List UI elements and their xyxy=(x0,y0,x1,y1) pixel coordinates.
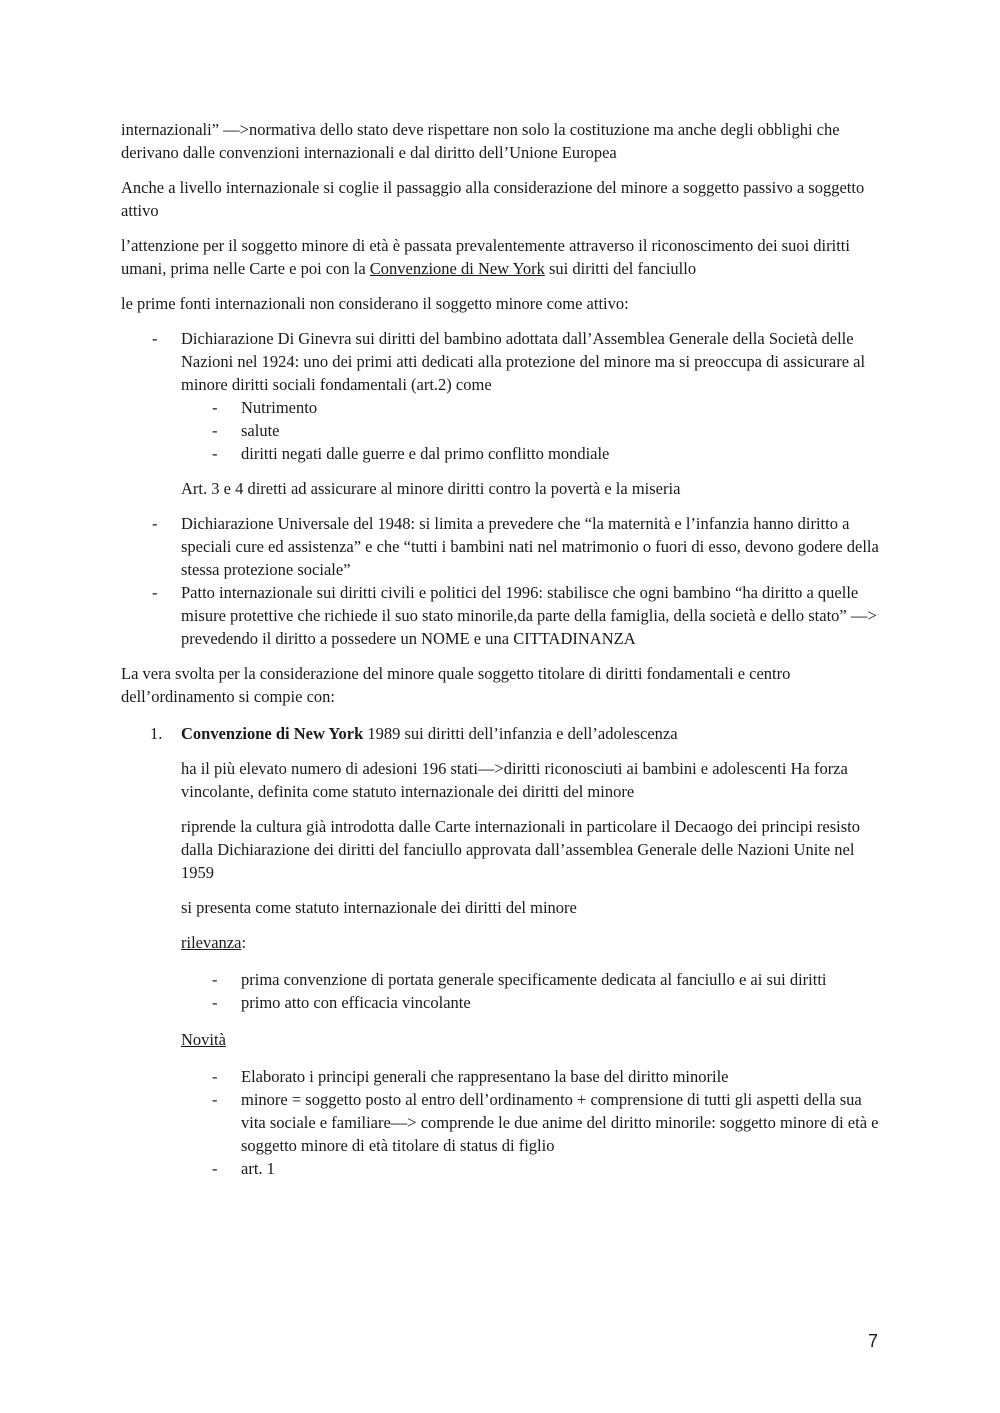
page-content xyxy=(121,118,881,1180)
convention-desc-1: ha il più elevato numero di adesioni 196 stati—>diritti riconosciuti ai bambini e adolescenti Ha forza vincolante, definita come statuto internazionale dei diritti del minore xyxy=(181,759,848,801)
item-text: Nutrimento xyxy=(241,398,318,417)
bullet-dash: - xyxy=(212,444,218,463)
rilevanza-label: rilevanza xyxy=(181,933,242,952)
list-number: 1. xyxy=(150,724,163,743)
paragraph-intro: internazionali” —>normativa dello stato deve rispettare non solo la costituzione ma anche degli obblighi che derivano dalle convenzioni internazionali e dal diritto dell’Unione Europea xyxy=(121,120,840,162)
convention-desc-2: riprende la cultura già introdotta dalle Carte internazionali in particolare il Decaogo dei principi resisto dalla Dichiarazione dei diritti del fanciullo approvata dall’assemblea Generale delle Nazioni Unite nel 1959 xyxy=(181,817,860,882)
list-item xyxy=(181,396,881,419)
convention-desc-3: si presenta come statuto internazionale dei diritti del minore xyxy=(181,898,577,917)
item-text: Elaborato i principi generali che rappresentano la base del diritto minorile xyxy=(241,1067,729,1086)
bullet-dash: - xyxy=(212,1090,218,1109)
paragraph-attenzione xyxy=(121,234,881,280)
item-text: diritti negati dalle guerre e dal primo conflitto mondiale xyxy=(241,444,610,463)
novita-list xyxy=(181,1065,881,1180)
list-item-universale xyxy=(121,512,881,581)
bullet-dash: - xyxy=(212,970,218,989)
new-york-link[interactable]: Convenzione di New York xyxy=(369,259,545,278)
item-text: salute xyxy=(241,421,280,440)
convention-title-rest: 1989 sui diritti dell’infanzia e dell’adolescenza xyxy=(363,724,678,743)
item-text: minore = soggetto posto al entro dell’ordinamento + comprensione di tutti gli aspetti della sua vita sociale e familiare—> comprende le due anime del diritto minorile: soggetto minore di età e soggetto minore di età titolare di status di figlio xyxy=(241,1090,879,1155)
rilevanza-heading xyxy=(181,931,881,954)
list-item xyxy=(181,968,881,991)
list-item xyxy=(181,1065,881,1088)
bullet-dash: - xyxy=(212,421,218,440)
bullet-dash: - xyxy=(212,398,218,417)
sources-list xyxy=(121,327,881,396)
item-text: primo atto con efficacia vincolante xyxy=(241,993,471,1012)
rilevanza-colon: : xyxy=(241,933,247,952)
ginevra-text: Dichiarazione Di Ginevra sui diritti del bambino adottata dall’Assemblea Generale della Società delle Nazioni nel 1924: uno dei primi atti dedicati alla protezione del minore ma si preoccupa di assicurare al minore diritti sociali fondamentali (art.2) come xyxy=(181,329,866,394)
novita-label: Novità xyxy=(181,1030,226,1049)
patto-text: Patto internazionale sui diritti civili e politici del 1996: stabilisce che ogni bambino “ha diritto a quelle misure protettive che richiede il suo stato minorile,da parte della famiglia, della società e dello stato” —> prevedendo il diritto a possedere un NOME e una CITTADINANZA xyxy=(181,583,877,648)
list-item xyxy=(181,442,881,465)
page-number: 7 xyxy=(867,1331,878,1351)
bullet-dash: - xyxy=(212,993,218,1012)
universale-text: Dichiarazione Universale del 1948: si limita a prevedere che “la maternità e l’infanzia hanno diritto a speciali cure ed assistenza” e che “tutti i bambini nati nel matrimonio o fuori di esso, devono godere della stessa protezione sociale” xyxy=(181,514,879,579)
paragraph-prime-fonti: le prime fonti internazionali non considerano il soggetto minore come attivo: xyxy=(121,294,629,313)
novita-heading xyxy=(181,1028,881,1051)
convention-title: Convenzione di New York xyxy=(181,724,364,743)
paragraph-svolta: La vera svolta per la considerazione del minore quale soggetto titolare di diritti fondamentali e centro dell’ordinamento si compie con: xyxy=(121,664,791,706)
bullet-dash: - xyxy=(152,514,158,533)
bullet-dash: - xyxy=(212,1159,218,1178)
text: sui diritti del fanciullo xyxy=(544,259,697,278)
list-item-convenzione xyxy=(121,722,881,745)
ginevra-sublist xyxy=(181,396,881,465)
sources-list-2 xyxy=(121,512,881,650)
list-item xyxy=(181,1088,881,1157)
item-text: prima convenzione di portata generale specificamente dedicata al fanciullo e ai sui diritti xyxy=(241,970,827,989)
ginevra-note: Art. 3 e 4 diretti ad assicurare al minore diritti contro la povertà e la miseria xyxy=(181,479,681,498)
list-item xyxy=(181,1157,881,1180)
item-text: art. 1 xyxy=(241,1159,275,1178)
list-item-patto xyxy=(121,581,881,650)
list-item xyxy=(181,419,881,442)
list-item xyxy=(181,991,881,1014)
bullet-dash: - xyxy=(152,583,158,602)
bullet-dash: - xyxy=(152,329,158,348)
paragraph-passaggio: Anche a livello internazionale si coglie il passaggio alla considerazione del minore a soggetto passivo a soggetto attivo xyxy=(121,178,865,220)
text: l’attenzione per il soggetto minore di età è passata prevalentemente attraverso il riconoscimento dei suoi diritti umani, prima nelle Carte e poi con la xyxy=(121,236,850,278)
bullet-dash: - xyxy=(212,1067,218,1086)
list-item-ginevra xyxy=(121,327,881,396)
convention-list xyxy=(121,722,881,745)
rilevanza-list xyxy=(181,968,881,1014)
